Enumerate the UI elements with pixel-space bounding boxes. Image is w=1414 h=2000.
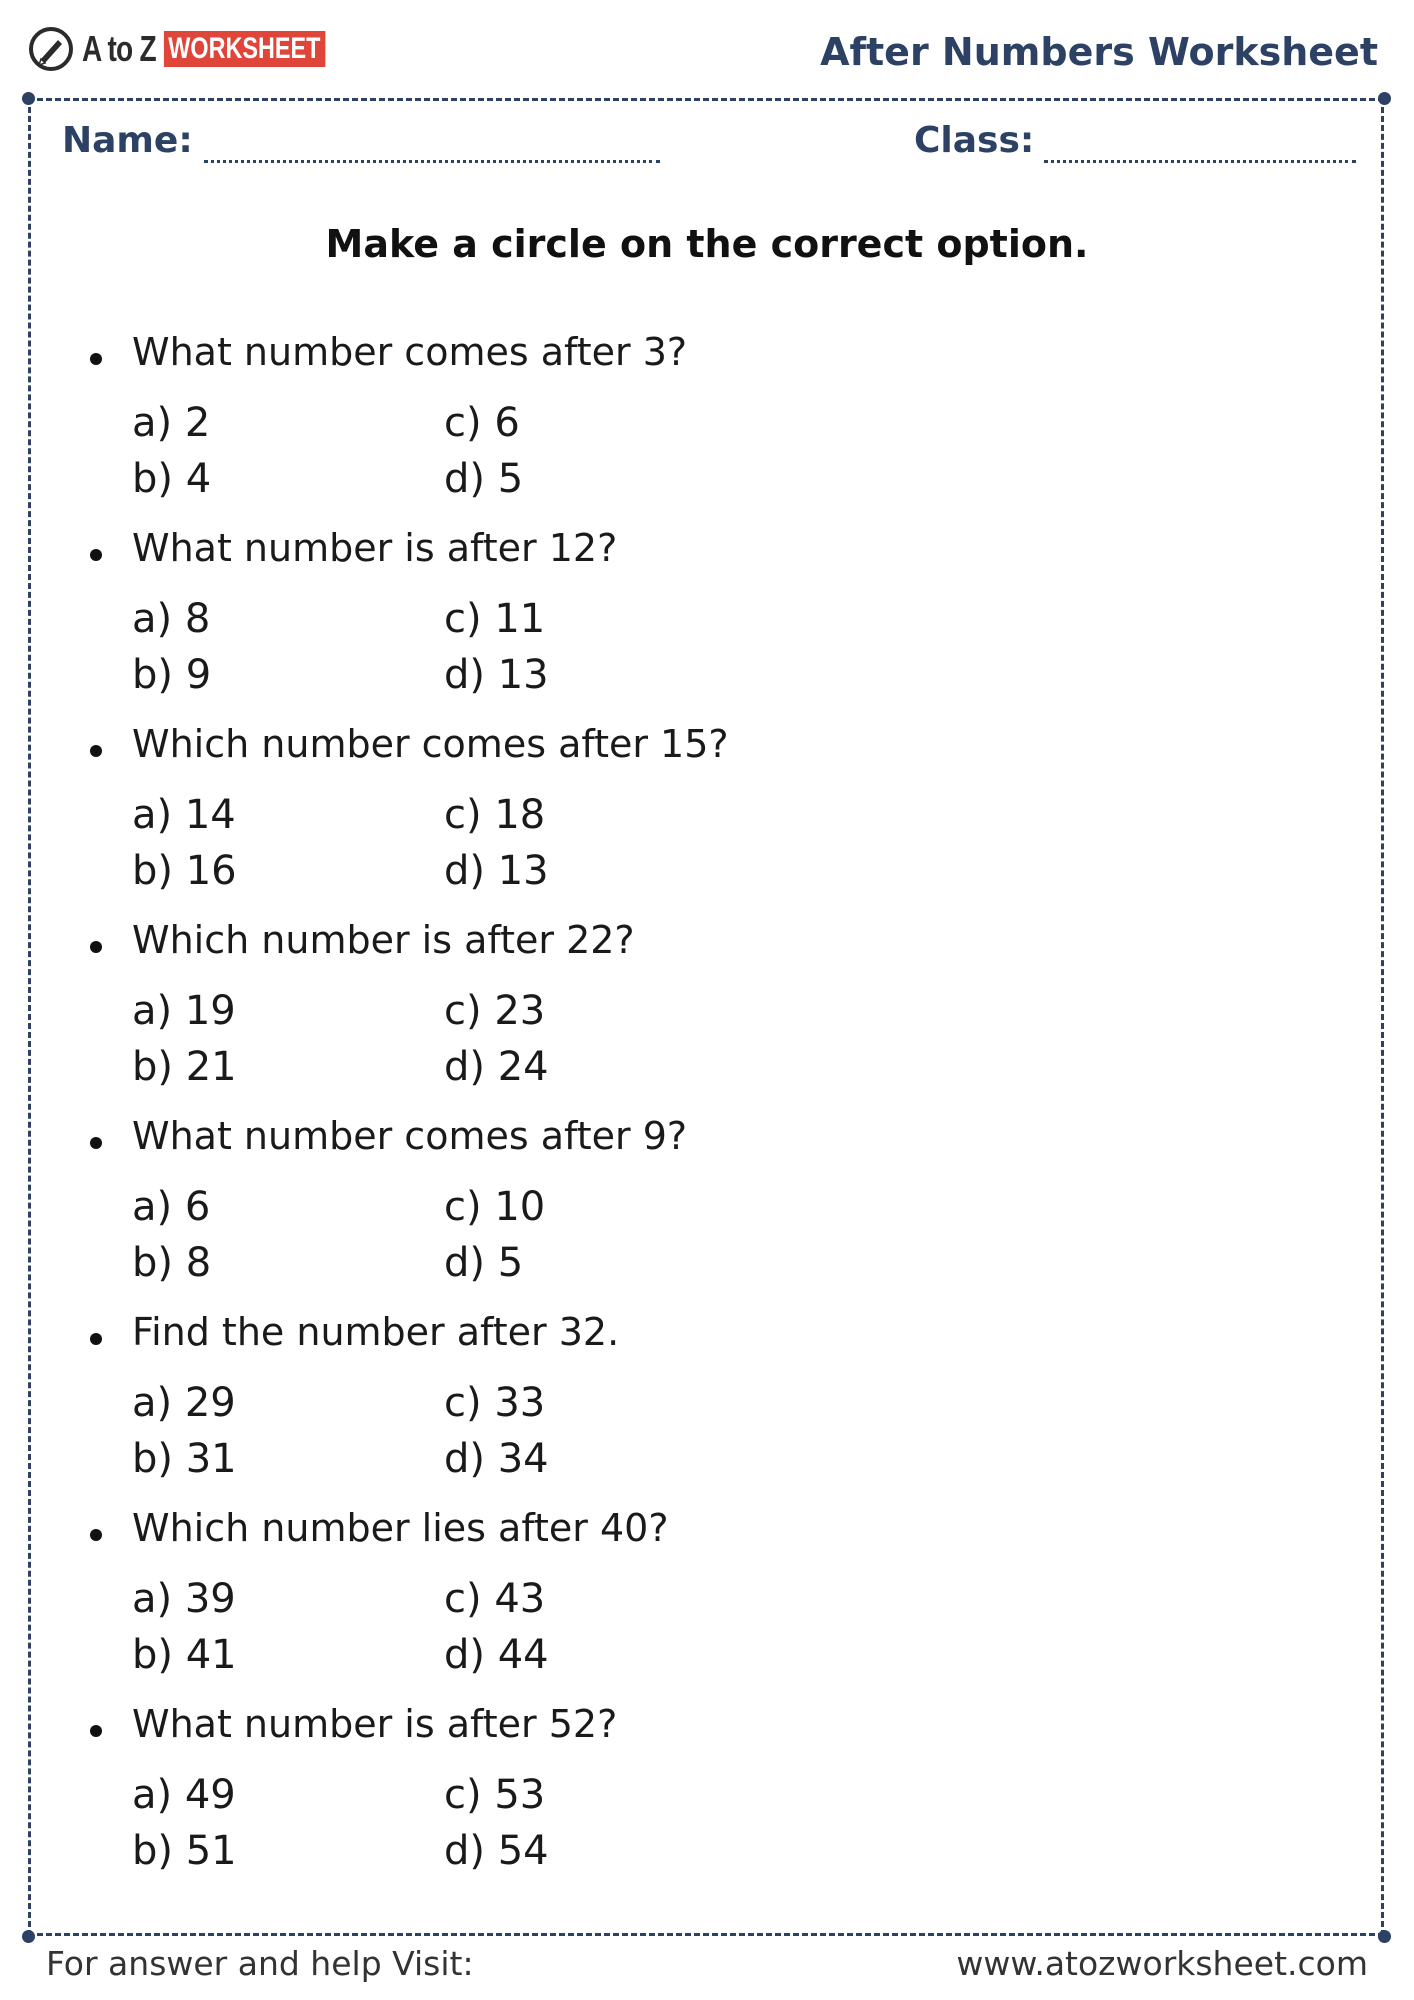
footer-help-text: For answer and help Visit: xyxy=(46,1944,474,1983)
class-field[interactable] xyxy=(1044,160,1356,163)
option-a[interactable]: a) 29 xyxy=(132,1380,236,1426)
question-item xyxy=(90,526,1290,722)
option-b[interactable]: b) 4 xyxy=(132,456,212,502)
frame-corner-dot xyxy=(1378,92,1391,105)
question-text: What number is after 12? xyxy=(132,526,618,570)
question-item xyxy=(90,722,1290,918)
page-header xyxy=(0,0,1414,100)
option-a[interactable]: a) 14 xyxy=(132,792,236,838)
bullet-icon xyxy=(90,745,102,757)
option-d[interactable]: d) 24 xyxy=(444,1044,549,1090)
question-text: What number comes after 3? xyxy=(132,330,688,374)
option-c[interactable]: c) 33 xyxy=(444,1380,546,1426)
question-item xyxy=(90,1310,1290,1506)
option-c[interactable]: c) 43 xyxy=(444,1576,546,1622)
question-text: What number is after 52? xyxy=(132,1702,618,1746)
question-text: Which number is after 22? xyxy=(132,918,635,962)
option-b[interactable]: b) 31 xyxy=(132,1436,237,1482)
frame-corner-dot xyxy=(22,1930,35,1943)
question-item xyxy=(90,1114,1290,1310)
option-b[interactable]: b) 8 xyxy=(132,1240,212,1286)
option-b[interactable]: b) 51 xyxy=(132,1828,237,1874)
option-c[interactable]: c) 6 xyxy=(444,400,520,446)
option-a[interactable]: a) 8 xyxy=(132,596,211,642)
bullet-icon xyxy=(90,1725,102,1737)
option-d[interactable]: d) 13 xyxy=(444,652,549,698)
option-b[interactable]: b) 41 xyxy=(132,1632,237,1678)
bullet-icon xyxy=(90,353,102,365)
question-text: What number comes after 9? xyxy=(132,1114,688,1158)
option-b[interactable]: b) 21 xyxy=(132,1044,237,1090)
option-a[interactable]: a) 6 xyxy=(132,1184,211,1230)
footer-website-link[interactable]: www.atozworksheet.com xyxy=(956,1944,1368,1983)
pencil-circle-icon xyxy=(28,26,74,72)
option-c[interactable]: c) 10 xyxy=(444,1184,546,1230)
question-item xyxy=(90,1506,1290,1702)
question-item xyxy=(90,1702,1290,1898)
option-d[interactable]: d) 5 xyxy=(444,456,524,502)
name-field[interactable] xyxy=(204,160,660,163)
bullet-icon xyxy=(90,1529,102,1541)
question-text: Which number lies after 40? xyxy=(132,1506,669,1550)
logo-wordmark xyxy=(82,28,325,70)
logo-text: A to Z xyxy=(82,28,156,69)
bullet-icon xyxy=(90,1137,102,1149)
page-title: After Numbers Worksheet xyxy=(820,30,1378,74)
option-d[interactable]: d) 44 xyxy=(444,1632,549,1678)
option-c[interactable]: c) 23 xyxy=(444,988,546,1034)
bullet-icon xyxy=(90,941,102,953)
option-d[interactable]: d) 13 xyxy=(444,848,549,894)
frame-corner-dot xyxy=(1378,1930,1391,1943)
question-item xyxy=(90,918,1290,1114)
option-a[interactable]: a) 49 xyxy=(132,1772,236,1818)
option-a[interactable]: a) 39 xyxy=(132,1576,236,1622)
name-label: Name: xyxy=(62,120,193,161)
option-c[interactable]: c) 18 xyxy=(444,792,546,838)
option-a[interactable]: a) 19 xyxy=(132,988,236,1034)
option-d[interactable]: d) 54 xyxy=(444,1828,549,1874)
frame-corner-dot xyxy=(22,92,35,105)
logo-badge: WORKSHEET xyxy=(164,31,325,67)
option-c[interactable]: c) 53 xyxy=(444,1772,546,1818)
bullet-icon xyxy=(90,1333,102,1345)
question-text: Find the number after 32. xyxy=(132,1310,620,1354)
class-label: Class: xyxy=(914,120,1035,161)
question-item xyxy=(90,330,1290,526)
option-b[interactable]: b) 9 xyxy=(132,652,212,698)
question-text: Which number comes after 15? xyxy=(132,722,729,766)
option-b[interactable]: b) 16 xyxy=(132,848,237,894)
instruction-heading: Make a circle on the correct option. xyxy=(325,222,1089,266)
question-list xyxy=(90,330,1290,1898)
bullet-icon xyxy=(90,549,102,561)
option-d[interactable]: d) 34 xyxy=(444,1436,549,1482)
option-c[interactable]: c) 11 xyxy=(444,596,546,642)
brand-logo[interactable] xyxy=(28,26,394,72)
option-d[interactable]: d) 5 xyxy=(444,1240,524,1286)
option-a[interactable]: a) 2 xyxy=(132,400,211,446)
